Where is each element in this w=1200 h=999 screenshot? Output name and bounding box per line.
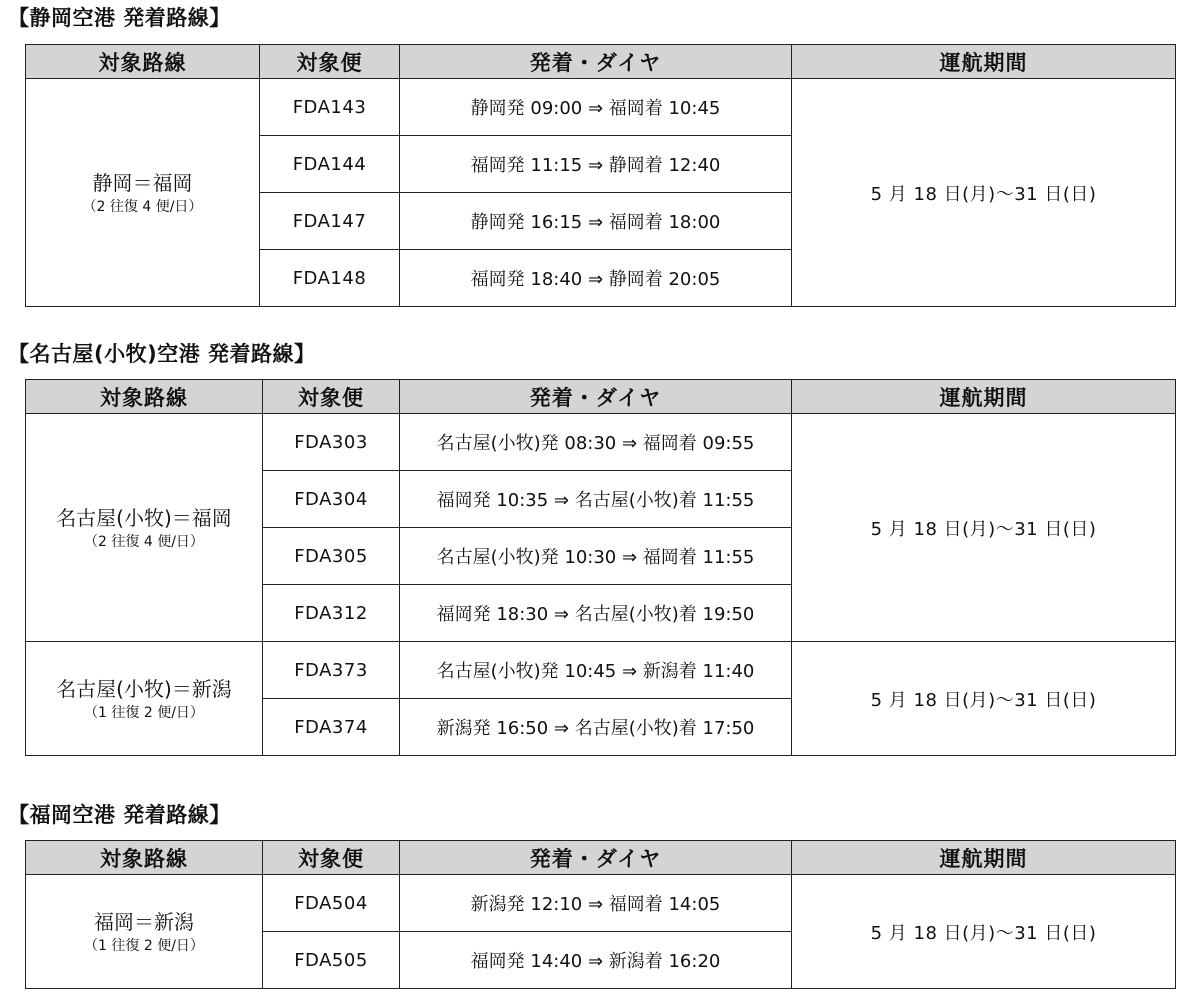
operation-period: 5 月 18 日(月)～31 日(日) <box>792 79 1176 307</box>
flight-schedule: 新潟発 12:10 ⇒ 福岡着 14:05 <box>400 875 792 932</box>
header-route: 対象路線 <box>26 45 260 79</box>
flight-number: FDA305 <box>263 528 400 585</box>
route-name: 名古屋(小牧)＝新潟 <box>56 676 232 701</box>
table-row <box>26 875 1176 932</box>
operation-period: 5 月 18 日(月)～31 日(日) <box>792 875 1176 989</box>
header-schedule: 発着・ダイヤ <box>400 380 792 414</box>
flight-schedule: 福岡発 14:40 ⇒ 新潟着 16:20 <box>400 932 792 989</box>
flight-schedule: 静岡発 16:15 ⇒ 福岡着 18:00 <box>400 193 792 250</box>
header-route: 対象路線 <box>26 841 263 875</box>
flight-schedule: 福岡発 18:40 ⇒ 静岡着 20:05 <box>400 250 792 307</box>
flight-number: FDA504 <box>263 875 400 932</box>
flight-number: FDA143 <box>260 79 400 136</box>
section-title: 【福岡空港 発着路線】 <box>8 803 231 827</box>
flight-schedule: 新潟発 16:50 ⇒ 名古屋(小牧)着 17:50 <box>400 699 792 756</box>
schedule-table <box>25 44 1176 307</box>
route-frequency: （1 往復 2 便/日） <box>84 937 204 954</box>
route-name: 名古屋(小牧)＝福岡 <box>56 505 232 530</box>
flight-schedule: 静岡発 09:00 ⇒ 福岡着 10:45 <box>400 79 792 136</box>
route-name: 福岡＝新潟 <box>94 909 194 934</box>
header-schedule: 発着・ダイヤ <box>400 45 792 79</box>
table-row <box>26 642 1176 699</box>
table-header-row <box>26 45 1176 79</box>
flight-schedule: 福岡発 10:35 ⇒ 名古屋(小牧)着 11:55 <box>400 471 792 528</box>
operation-period: 5 月 18 日(月)～31 日(日) <box>792 642 1176 756</box>
route-cell <box>26 875 263 989</box>
header-period: 運航期間 <box>792 45 1176 79</box>
flight-schedule: 名古屋(小牧)発 08:30 ⇒ 福岡着 09:55 <box>400 414 792 471</box>
header-schedule: 発着・ダイヤ <box>400 841 792 875</box>
header-flight: 対象便 <box>260 45 400 79</box>
table-header-row <box>26 841 1176 875</box>
route-name: 静岡＝福岡 <box>92 170 193 195</box>
flight-number: FDA373 <box>263 642 400 699</box>
route-frequency: （2 往復 4 便/日） <box>84 533 204 550</box>
flight-number: FDA304 <box>263 471 400 528</box>
flight-number: FDA303 <box>263 414 400 471</box>
route-cell <box>26 79 260 307</box>
schedule-table <box>25 840 1176 989</box>
table-row <box>26 414 1176 471</box>
header-period: 運航期間 <box>792 841 1176 875</box>
flight-number: FDA148 <box>260 250 400 307</box>
header-flight: 対象便 <box>263 380 400 414</box>
header-period: 運航期間 <box>792 380 1176 414</box>
flight-number: FDA147 <box>260 193 400 250</box>
flight-number: FDA505 <box>263 932 400 989</box>
flight-schedule: 福岡発 18:30 ⇒ 名古屋(小牧)着 19:50 <box>400 585 792 642</box>
flight-number: FDA374 <box>263 699 400 756</box>
route-cell <box>26 414 263 642</box>
table-header-row <box>26 380 1176 414</box>
flight-schedule: 名古屋(小牧)発 10:30 ⇒ 福岡着 11:55 <box>400 528 792 585</box>
flight-number: FDA312 <box>263 585 400 642</box>
route-frequency: （2 往復 4 便/日） <box>82 198 203 215</box>
flight-schedule: 名古屋(小牧)発 10:45 ⇒ 新潟着 11:40 <box>400 642 792 699</box>
route-cell <box>26 642 263 756</box>
flight-schedule: 福岡発 11:15 ⇒ 静岡着 12:40 <box>400 136 792 193</box>
flight-number: FDA144 <box>260 136 400 193</box>
operation-period: 5 月 18 日(月)～31 日(日) <box>792 414 1176 642</box>
route-frequency: （1 往復 2 便/日） <box>84 704 204 721</box>
header-flight: 対象便 <box>263 841 400 875</box>
section-title: 【名古屋(小牧)空港 発着路線】 <box>8 342 316 366</box>
schedule-table <box>25 379 1176 756</box>
table-row <box>26 79 1176 136</box>
section-title: 【静岡空港 発着路線】 <box>8 6 231 30</box>
header-route: 対象路線 <box>26 380 263 414</box>
